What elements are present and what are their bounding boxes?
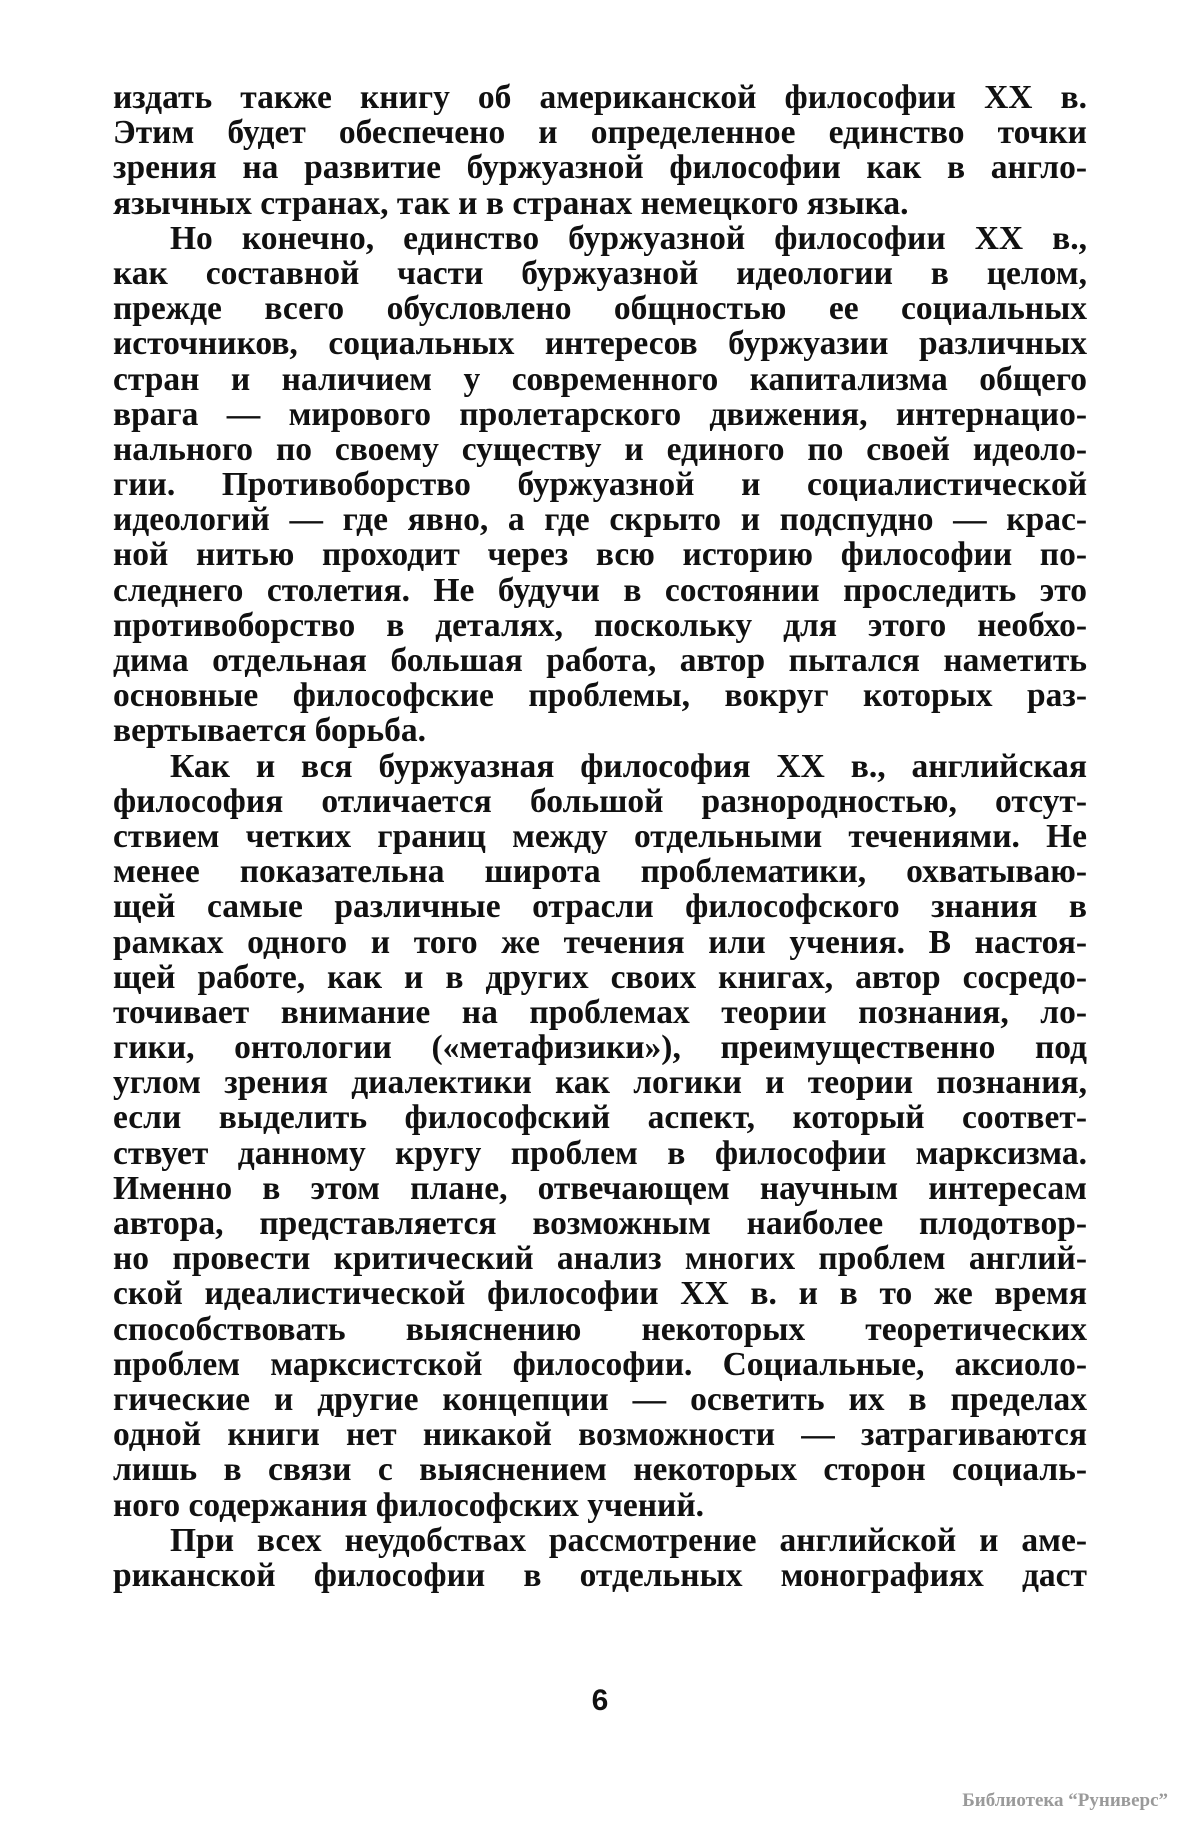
text-line: стран и наличием у современного капитализма общего [113,361,1087,397]
text-line: При всех неудобствах рассмотрение английской и аме- [170,1522,1087,1558]
paragraph [113,80,1087,221]
text-line: если выделить философский аспект, который соответ- [113,1100,1087,1136]
page-number: 6 [591,1684,609,1717]
text-line: проблем марксистской философии. Социальные, аксиоло- [113,1346,1087,1382]
text-line: ствием четких границ между отдельными течениями. Не [113,818,1087,855]
text-line: Но конечно, единство буржуазной философии XX в., [170,220,1087,256]
text-line: дима отдельная большая работа, автор пытался наметить [113,643,1087,679]
paragraph [113,1523,1087,1593]
text-line: Именно в этом плане, отвечающем научным интересам [113,1170,1087,1206]
text-line: автора, представляется возможным наиболее плодотвор- [113,1206,1087,1242]
text-line: щей самые различные отрасли философского знания в [113,889,1087,925]
text-line: гии. Противоборство буржуазной и социалистической [113,467,1087,503]
text-line: язычных странах, так и в странах немецкого языка. [113,185,909,221]
text-line: ного содержания философских учений. [113,1487,705,1523]
text-line: источников, социальных интересов буржуазии различных [113,326,1087,362]
text-line: противоборство в деталях, поскольку для этого необхо- [113,607,1087,643]
text-line: вертывается борьба. [113,713,426,749]
text-line: следнего столетия. Не будучи в состоянии проследить это [113,572,1087,608]
text-line: гические и другие концепции — осветить их в пределах [113,1381,1087,1418]
text-line: ской идеалистической философии XX в. и в то же время [113,1276,1087,1312]
text-line: идеологий — где явно, а где скрыто и подспудно — крас- [113,502,1087,538]
text-line: издать также книгу об американской философии XX в. [113,80,1087,116]
text-line: риканской философии в отдельных монографиях даст [113,1557,1087,1594]
text-line: рамках одного и того же течения или учения. В настоя- [113,924,1087,960]
text-line: врага — мирового пролетарского движения, интернацио- [113,396,1087,432]
text-line: основные философские проблемы, вокруг которых раз- [113,678,1087,714]
text-line: философия отличается большой разнородностью, отсут- [113,783,1087,819]
text-line: зрения на развитие буржуазной философии как в англо- [113,150,1087,186]
text-line: гики, онтологии («метафизики»), преимущественно под [113,1030,1087,1066]
text-line: щей работе, как и в других своих книгах, автор сосредо- [113,959,1087,995]
text-line: способствовать выяснению некоторых теоретических [113,1311,1087,1347]
text-line: менее показательна широта проблематики, охватываю- [113,854,1087,890]
text-line: лишь в связи с выяснением некоторых сторон социаль- [113,1452,1087,1488]
paragraph [113,221,1087,749]
text-line: точивает внимание на проблемах теории познания, ло- [113,994,1087,1031]
text-line: Как и вся буржуазная философия XX в., английская [170,748,1087,784]
text-line: как составной части буржуазной идеологии в целом, [113,255,1087,292]
text-line: прежде всего обусловлено общностью ее социальных [113,291,1087,327]
text-line: ной нитью проходит через всю историю философии по- [113,537,1087,573]
text-line: ствует данному кругу проблем в философии марксизма. [113,1135,1087,1171]
text-line: одной книги нет никакой возможности — затрагиваются [113,1417,1087,1453]
library-watermark: Библиотека “Руниверс” [962,1790,1168,1811]
text-line: Этим будет обеспечено и определенное единство точки [113,115,1087,151]
paragraph [113,749,1087,1523]
text-line: нального по своему существу и единого по своей идеоло- [113,431,1087,468]
body-text [113,80,1087,1593]
text-line: углом зрения диалектики как логики и теории познания, [113,1065,1087,1101]
text-line: но провести критический анализ многих проблем англий- [113,1241,1087,1277]
